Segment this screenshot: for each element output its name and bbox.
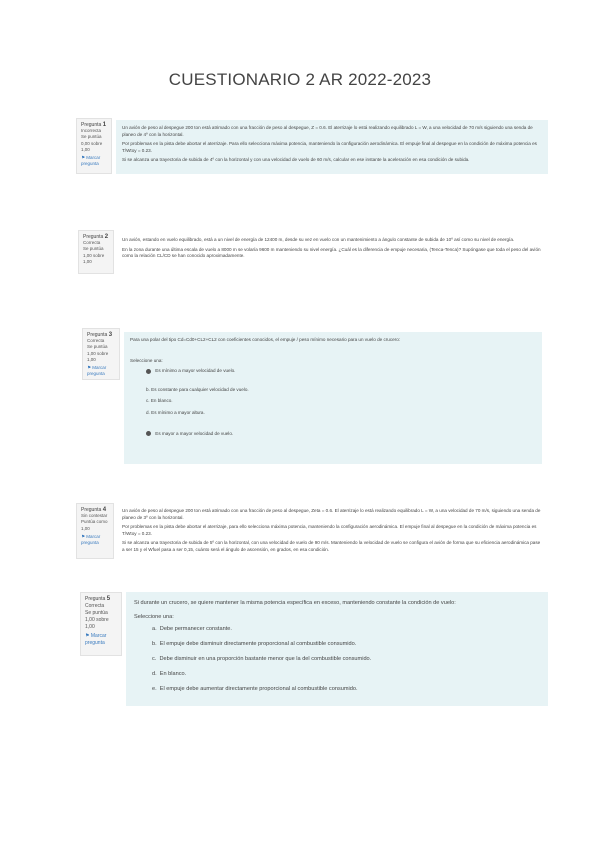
- answer-option[interactable]: c. Debe disminuir en una proporción bastante menor que la del combustible consumido.: [152, 656, 372, 662]
- question-score: Se puntúa 1,00 sobre 1,00: [87, 344, 109, 362]
- question-text: Un avión, estando en vuelo equilibrado, está a un nivel de energía de 12400 m, desde su vez en vuelo con un mantenimiento a ángulo constante de subida de 10º así como su nivel de energía.: [122, 237, 515, 242]
- question-state: Correcta: [83, 240, 101, 246]
- radio-selected-icon[interactable]: [146, 431, 151, 436]
- answer-options: [130, 368, 536, 437]
- question-body: [116, 505, 548, 569]
- question-body: [116, 120, 548, 174]
- question-text: Por problemas en la pista debe abortar el aterrizaje, para ello selecciona máxima potencia, manteniendo la configuración aerodinámica. El empuje final al despegue en la condición de máxima potencia es T/Wtoy = 0.23.: [122, 524, 537, 536]
- flag-question-button[interactable]: ⚑ Marcar pregunta: [81, 534, 109, 546]
- answer-option[interactable]: b. El empuje debe disminuir directamente proporcional al combustible consumido.: [152, 641, 357, 647]
- question-body: [124, 332, 542, 464]
- question-state: Sin contestar: [81, 513, 108, 519]
- question-info: Pregunta 4 Sin contestar Puntúa como 1,00 ⚑ Marcar pregunta: [76, 503, 114, 559]
- answer-option[interactable]: c. En blanco.: [146, 398, 173, 404]
- flag-question-button[interactable]: ⚑ Marcar pregunta: [85, 633, 117, 647]
- question-text: Un avión de peso al despegue 200 ton está atrimado con una fracción de peso al despegue, Z = 0.6. El aterrizaje lo está realizando equilibrado L = W, a una velocidad de 70 m/s siguiendo una senda de planeo de 4º con la horizontal.: [122, 125, 533, 137]
- question-info: Pregunta 1 Incorrecta Se puntúa 0,00 sobre 1,00 ⚑ Marcar pregunta: [76, 118, 112, 174]
- question-info: Pregunta 3 Correcta Se puntúa 1,00 sobre 1,00 ⚑ Marcar pregunta: [82, 328, 120, 380]
- answer-option[interactable]: d. En blanco.: [152, 671, 187, 677]
- question-text: Un avión de peso al despegue 200 ton está atrimado con una fracción de peso al despegue, Zeta = 0.6. El aterrizaje lo está realizando equilibrado L = W, a una velocidad de 70 m/s, siguiendo una senda de planeo de 3º con la horizontal.: [122, 508, 541, 520]
- question-body: [126, 592, 548, 706]
- question-score: Se puntúa 0,00 sobre 1,00: [81, 134, 103, 152]
- question-text: Si durante un crucero, se quiere mantener la misma potencia específica en exceso, manteniendo constante la condición de vuelo:: [134, 600, 456, 606]
- answer-options: [134, 625, 540, 693]
- select-one-label: Seleccione una:: [130, 357, 163, 363]
- question-text: Si se alcanza una trayectoria de subida de 4º con la horizontal y con una velocidad de vuelo de 60 m/s, calcular en ese instante la aceleración en esa condición de subida.: [122, 157, 470, 163]
- flag-question-button[interactable]: ⚑ Marcar pregunta: [87, 365, 115, 377]
- question-info: Pregunta 5 Correcta Se puntúa 1,00 sobre 1,00 ⚑ Marcar pregunta: [80, 592, 122, 656]
- question-body: [116, 232, 548, 272]
- question-score: Se puntúa 1,00 sobre 1,00: [83, 246, 105, 264]
- question-text: Por problemas en la pista debe abortar el aterrizaje. Para ello selecciona máxima potencia, manteniendo la configuración aerodinámica. El empuje final al despegue en la condición de máxima potencia es T/Wtoy = 0.23.: [122, 141, 537, 153]
- radio-selected-icon[interactable]: [146, 369, 151, 374]
- answer-option[interactable]: b. Es constante para cualquier velocidad de vuelo.: [146, 386, 249, 392]
- question-score: Puntúa como 1,00: [81, 519, 108, 531]
- question-state: Correcta: [85, 603, 105, 609]
- question-text: En la zona durante una última escala de vuelo a 8000 m se volaría 9600 m manteniendo su nivel energía. ¿Cuál es la diferencia de empuje necesaria, (Tenca-Tenca)? Supóngase que toda el peso del avión como la relación CL/CD se han conocido aproximadamente.: [122, 246, 541, 259]
- question-score: Se puntúa 1,00 sobre 1,00: [85, 610, 109, 630]
- question-state: Correcta: [87, 338, 105, 344]
- answer-option[interactable]: d. Es mínimo a mayor altura.: [146, 409, 205, 415]
- answer-option[interactable]: e. El empuje debe aumentar directamente proporcional al combustible consumido.: [152, 686, 358, 692]
- select-one-label: Seleccione una:: [134, 614, 174, 620]
- question-text: Para una polar del tipo Cd=Cd0+CL2+CL2 con coeficientes conocidos, el empuje / peso mínimo necesario para un vuelo de crucero:: [130, 337, 401, 342]
- question-info: Pregunta 2 Correcta Se puntúa 1,00 sobre 1,00: [78, 230, 114, 274]
- question-text: Si se alcanza una trayectoria de subida de 5º con la horizontal, con una velocidad de vuelo de 90 m/s. Manteniendo la velocidad de vuelo se configura el avión de forma que su eficiencia aerodinámica pase a ser 15 y el Wfuel pasa a ser 0,15, cuánto será el ángulo de ascensión, en grados, en esa condición.: [122, 540, 541, 552]
- answer-option[interactable]: Es mayor a mayor velocidad de vuelo.: [146, 431, 536, 438]
- answer-option[interactable]: Es mínimo a mayor velocidad de vuelo.: [146, 368, 536, 375]
- flag-question-button[interactable]: ⚑ Marcar pregunta: [81, 155, 107, 167]
- answer-option[interactable]: a. Debe permanecer constante.: [152, 626, 232, 632]
- page-title: CUESTIONARIO 2 AR 2022-2023: [168, 70, 432, 89]
- question-state: Incorrecta: [81, 128, 102, 134]
